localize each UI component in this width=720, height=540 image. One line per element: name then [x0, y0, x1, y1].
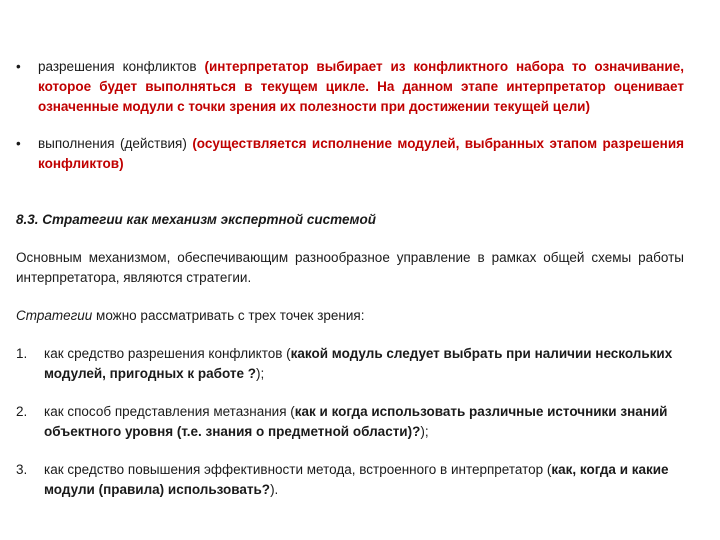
item-bold-text: как и когда использовать различные источники знаний объектного уровня (т.е. знания о предметной области)?	[44, 404, 668, 439]
bullet-marker: •	[16, 59, 21, 74]
item-bold-text: какой модуль следует выбрать при наличии нескольких модулей, пригодных к работе ?	[44, 346, 673, 381]
item-number: 3.	[16, 462, 28, 477]
item-plain-text: как средство повышения эффективности метода, встроенного в интерпретатор (	[44, 462, 552, 477]
item-tail-text: );	[420, 424, 429, 439]
bullet-item-execution	[16, 134, 684, 174]
item-text	[44, 344, 684, 384]
bullet-marker: •	[16, 136, 21, 151]
section-heading: 8.3. Стратегии как механизм экспертной системой	[16, 212, 376, 227]
numbered-item-2	[16, 402, 684, 442]
item-text	[44, 460, 684, 500]
item-tail-text: ).	[270, 482, 279, 497]
body-paragraph: Основным механизмом, обеспечивающим разнообразное управление в рамках общей схемы работы интерпретатора, являются стратегии.	[16, 250, 684, 285]
bullet-highlight-text: (осуществляется исполнение модулей, выбранных этапом разрешения конфликтов)	[38, 136, 684, 171]
numbered-item-3	[16, 460, 684, 500]
bullet-text	[38, 134, 684, 174]
intro-italic-term: Стратегии	[16, 308, 93, 323]
item-plain-text: как средство разрешения конфликтов (	[44, 346, 291, 361]
item-number: 1.	[16, 346, 28, 361]
intro-line	[16, 306, 684, 326]
bullet-item-conflict-resolution	[16, 57, 684, 117]
item-number: 2.	[16, 404, 28, 419]
item-text	[44, 402, 684, 442]
numbered-item-1	[16, 344, 684, 384]
bullet-plain-text: выполнения (действия)	[38, 136, 193, 151]
intro-rest-text: можно рассматривать с трех точек зрения:	[92, 308, 365, 323]
bullet-text	[38, 57, 684, 117]
bullet-plain-text: разрешения конфликтов	[38, 59, 205, 74]
item-tail-text: );	[256, 366, 265, 381]
item-plain-text: как способ представления метазнания (	[44, 404, 295, 419]
item-bold-text: как, когда и какие модули (правила) использовать?	[44, 462, 669, 497]
bullet-highlight-text: (интерпретатор выбирает из конфликтного набора то означивание, которое будет выполняться в текущем цикле. На данном этапе интерпретатор оценивает означенные модули с точки зрения их полезности при достижении текущей цели)	[38, 59, 684, 114]
